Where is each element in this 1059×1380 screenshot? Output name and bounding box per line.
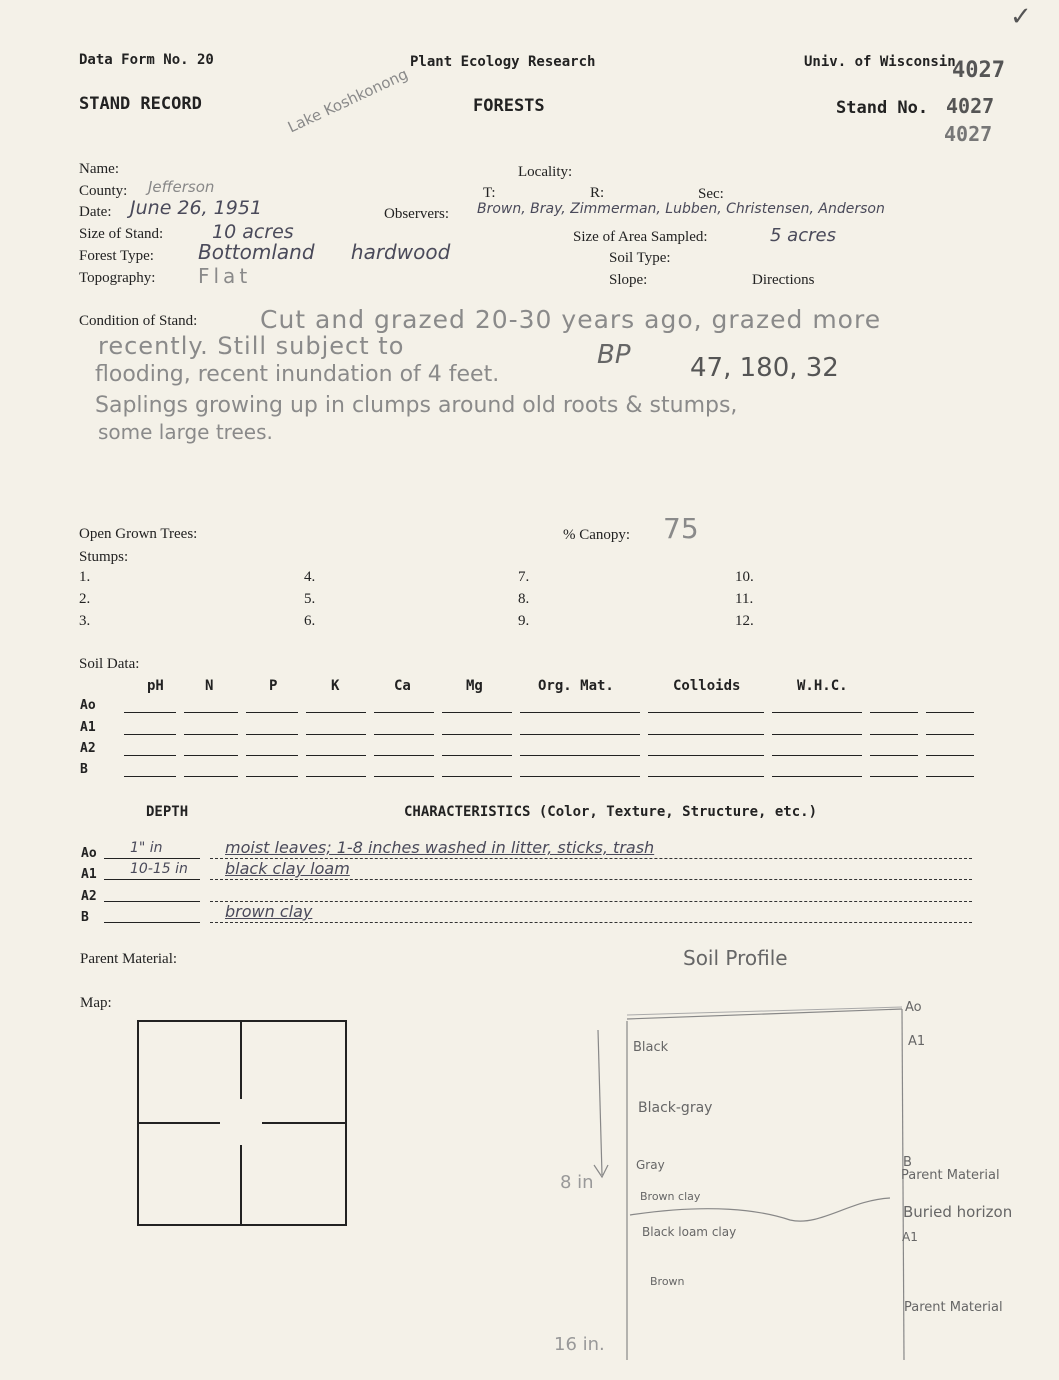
stumps-label: Stumps: — [79, 549, 129, 565]
name-label: Name: — [79, 161, 119, 177]
right-label-ao: Ao — [905, 1000, 922, 1015]
characteristics-value: brown clay — [225, 902, 313, 921]
soil-column-header: pH — [147, 678, 164, 694]
soil-row-line — [246, 712, 298, 713]
soil-column-header: Org. Mat. — [538, 678, 614, 694]
topography-label: Topography: — [79, 270, 156, 286]
stump-number: 2. — [79, 591, 91, 607]
depth-heading: DEPTH — [146, 804, 189, 820]
r-label: R: — [590, 185, 605, 201]
soil-row-line — [184, 776, 238, 777]
layer-black: Black — [633, 1040, 669, 1055]
forest-type-value: Bottomland hardwood — [198, 240, 451, 264]
soil-profile-title: Soil Profile — [683, 946, 788, 970]
map-box — [136, 1019, 350, 1229]
checkmark: ✓ — [1010, 2, 1032, 32]
condition-line-4: Saplings growing up in clumps around old roots & stumps, — [95, 393, 738, 418]
area-sampled-value: 5 acres — [770, 225, 836, 246]
soil-row-line — [870, 755, 918, 756]
depth-line — [104, 901, 200, 902]
margin-note: Lake Koshkonong — [285, 64, 411, 137]
characteristics-heading: CHARACTERISTICS (Color, Texture, Structure, etc.) — [404, 804, 818, 820]
right-label-b: B — [903, 1155, 912, 1170]
soil-row-line — [520, 712, 640, 713]
soil-row-line — [442, 755, 512, 756]
soil-row-line — [306, 712, 366, 713]
soil-row-line — [648, 712, 764, 713]
soil-type-label: Soil Type: — [609, 250, 671, 266]
soil-row-line — [520, 755, 640, 756]
directions-label: Directions — [752, 272, 815, 288]
soil-row-label: A1 — [80, 720, 96, 735]
layer-black-loam-clay: Black loam clay — [642, 1225, 737, 1239]
depth-line — [104, 922, 200, 923]
area-sampled-label: Size of Area Sampled: — [573, 229, 708, 245]
open-grown-label: Open Grown Trees: — [79, 526, 198, 542]
soil-row-line — [520, 734, 640, 735]
record-title: STAND RECORD — [79, 94, 202, 114]
soil-row-line — [772, 734, 862, 735]
characteristics-value: black clay loam — [225, 859, 350, 878]
soil-row-line — [648, 755, 764, 756]
soil-row-label: A2 — [80, 741, 96, 756]
soil-row-line — [442, 712, 512, 713]
stand-stamp-low: 4027 — [944, 122, 993, 146]
parent-material-label: Parent Material: — [80, 951, 178, 967]
soil-row-line — [246, 776, 298, 777]
stump-number: 5. — [304, 591, 316, 607]
soil-data-label: Soil Data: — [79, 656, 140, 672]
stump-number: 10. — [735, 569, 754, 585]
soil-row-line — [520, 776, 640, 777]
soil-row-line — [306, 776, 366, 777]
depth-row-label: Ao — [81, 846, 97, 861]
soil-row-line — [246, 734, 298, 735]
soil-row-label: Ao — [80, 698, 96, 713]
county-label: County: — [79, 183, 128, 199]
depth-row-label: A2 — [81, 889, 97, 904]
canopy-value: 75 — [663, 512, 699, 545]
depth-16-in: 16 in. — [554, 1334, 605, 1355]
stump-number: 3. — [79, 613, 91, 629]
soil-row-line — [926, 755, 974, 756]
stump-number: 9. — [518, 613, 530, 629]
right-label-parent-1: Parent Material — [901, 1168, 1000, 1183]
date-label: Date: — [79, 204, 112, 220]
bp-note: BP — [597, 340, 631, 370]
soil-row-line — [124, 734, 176, 735]
soil-row-line — [926, 712, 974, 713]
soil-row-line — [246, 755, 298, 756]
canopy-label: % Canopy: — [563, 527, 631, 543]
stand-stamp-mid: 4027 — [946, 94, 995, 118]
forests-title: FORESTS — [473, 96, 545, 116]
soil-column-header: Ca — [394, 678, 411, 694]
stump-number: 8. — [518, 591, 530, 607]
depth-row-label: A1 — [81, 867, 97, 882]
topography-value: Flat — [198, 264, 252, 288]
size-stand-label: Size of Stand: — [79, 226, 164, 242]
right-label-a1: A1 — [908, 1034, 926, 1049]
soil-row-line — [772, 712, 862, 713]
characteristics-line — [210, 922, 972, 923]
soil-column-header: Colloids — [673, 678, 741, 694]
soil-row-line — [184, 755, 238, 756]
right-label-buried: Buried horizon — [903, 1203, 1013, 1221]
map-label: Map: — [80, 995, 112, 1011]
soil-row-line — [374, 776, 434, 777]
depth-value: 10-15 in — [130, 861, 188, 877]
soil-row-label: B — [80, 762, 88, 777]
condition-line-2: recently. Still subject to — [98, 332, 405, 360]
locality-label: Locality: — [518, 164, 573, 180]
soil-row-line — [124, 712, 176, 713]
soil-row-line — [184, 734, 238, 735]
soil-row-line — [374, 734, 434, 735]
soil-row-line — [184, 712, 238, 713]
soil-row-line — [772, 776, 862, 777]
layer-brown: Brown — [650, 1275, 685, 1288]
soil-row-line — [306, 734, 366, 735]
condition-numbers: 47, 180, 32 — [690, 353, 839, 383]
stump-number: 7. — [518, 569, 530, 585]
depth-value: 1" in — [130, 840, 163, 856]
form-number: Data Form No. 20 — [79, 52, 214, 68]
soil-row-line — [870, 776, 918, 777]
soil-column-header: W.H.C. — [797, 678, 848, 694]
soil-row-line — [124, 755, 176, 756]
stump-number: 4. — [304, 569, 316, 585]
depth-8-in: 8 in — [560, 1172, 594, 1193]
soil-row-line — [772, 755, 862, 756]
observers-value: Brown, Bray, Zimmerman, Lubben, Christensen, Anderson — [477, 201, 885, 217]
soil-row-line — [306, 755, 366, 756]
stump-number: 1. — [79, 569, 91, 585]
soil-row-line — [648, 776, 764, 777]
soil-column-header: N — [205, 678, 214, 694]
layer-brown-clay: Brown clay — [640, 1190, 701, 1203]
date-value: June 26, 1951 — [130, 197, 263, 219]
slope-label: Slope: — [609, 272, 648, 288]
right-label-parent-2: Parent Material — [904, 1300, 1003, 1315]
soil-column-header: K — [331, 678, 340, 694]
depth-line — [104, 879, 200, 880]
condition-label: Condition of Stand: — [79, 313, 198, 329]
forest-type-label: Forest Type: — [79, 248, 154, 264]
characteristics-value: moist leaves; 1-8 inches washed in litter, sticks, trash — [225, 838, 655, 857]
characteristics-line — [210, 901, 972, 902]
soil-row-line — [374, 755, 434, 756]
soil-column-header: P — [269, 678, 278, 694]
soil-row-line — [870, 712, 918, 713]
soil-column-header: Mg — [466, 678, 483, 694]
condition-line-5: some large trees. — [98, 420, 273, 444]
observers-label: Observers: — [384, 206, 449, 222]
size-stand-value: 10 acres — [212, 221, 294, 243]
soil-row-line — [124, 776, 176, 777]
condition-line-1: Cut and grazed 20-30 years ago, grazed more — [260, 305, 882, 334]
depth-row-label: B — [81, 910, 89, 925]
univ-name: Univ. of Wisconsin — [804, 54, 956, 70]
soil-row-line — [926, 734, 974, 735]
soil-row-line — [442, 776, 512, 777]
t-label: T: — [483, 185, 496, 201]
org-name: Plant Ecology Research — [410, 54, 596, 70]
sec-label: Sec: — [698, 186, 724, 202]
soil-row-line — [442, 734, 512, 735]
layer-gray: Gray — [636, 1158, 665, 1172]
stand-stamp-top: 4027 — [952, 58, 1005, 83]
layer-black-gray: Black-gray — [638, 1100, 713, 1116]
depth-line — [104, 858, 200, 859]
stump-number: 6. — [304, 613, 316, 629]
characteristics-line — [210, 879, 972, 880]
soil-row-line — [870, 734, 918, 735]
soil-row-line — [648, 734, 764, 735]
stump-number: 11. — [735, 591, 754, 607]
stand-no-label: Stand No. — [836, 98, 929, 118]
right-label-a1-buried: A1 — [902, 1230, 918, 1244]
county-value: Jefferson — [148, 178, 215, 196]
soil-row-line — [926, 776, 974, 777]
stump-number: 12. — [735, 613, 754, 629]
condition-line-3: flooding, recent inundation of 4 feet. — [95, 362, 500, 387]
soil-row-line — [374, 712, 434, 713]
